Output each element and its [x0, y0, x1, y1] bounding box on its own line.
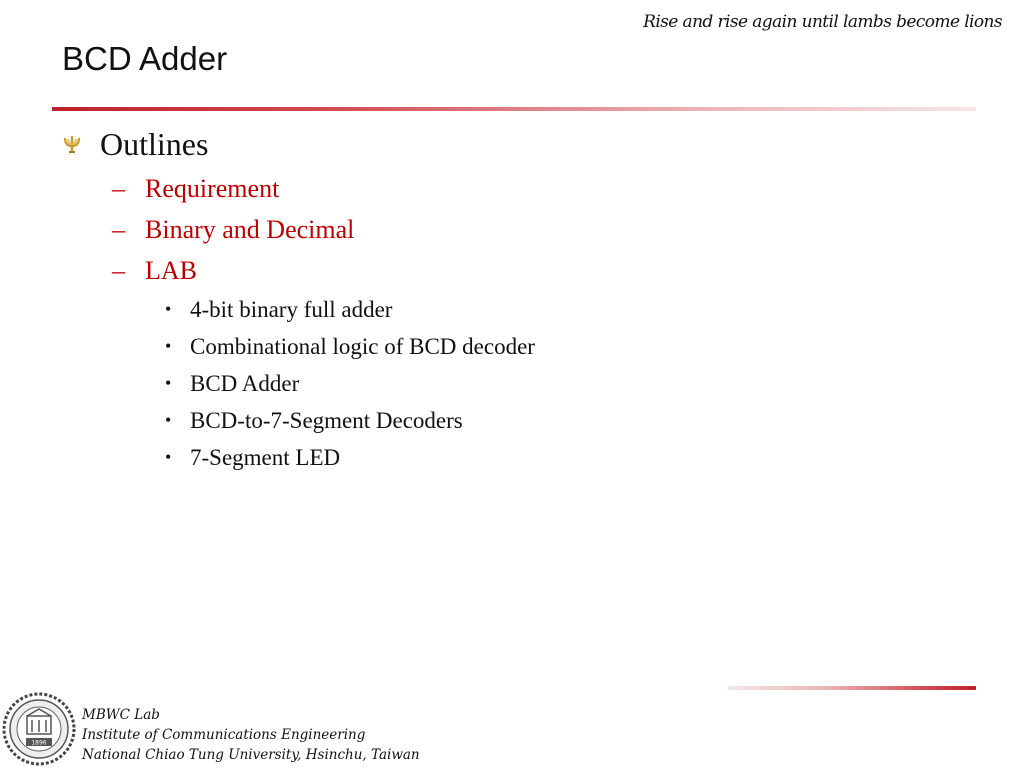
lab-item	[62, 402, 962, 439]
seal-year: 1896	[31, 739, 47, 747]
footer-university: National Chiao Tung University, Hsinchu, Taiwan	[82, 747, 420, 763]
lab-item	[62, 291, 962, 328]
dot-bullet: •	[165, 336, 172, 356]
section-label-lab: LAB	[145, 256, 197, 285]
title-divider	[52, 107, 976, 111]
outline-list	[62, 120, 962, 476]
footer-divider	[728, 686, 976, 690]
outline-heading-text: Outlines	[100, 126, 209, 162]
footer-affiliation	[82, 705, 420, 765]
lab-item-text: BCD Adder	[190, 371, 300, 396]
university-seal-logo	[2, 692, 76, 766]
lab-item-text: Combinational logic of BCD decoder	[190, 334, 535, 359]
lab-item	[62, 328, 962, 365]
dash-bullet: –	[112, 174, 125, 203]
motto-text: Rise and rise again until lambs become lions	[643, 12, 1002, 32]
lab-item-text: 4-bit binary full adder	[190, 297, 393, 322]
outline-heading	[62, 120, 962, 168]
section-label-binary-decimal: Binary and Decimal	[145, 215, 355, 244]
trident-bullet-icon	[62, 134, 82, 154]
footer-institute: Institute of Communications Engineering	[82, 727, 366, 743]
dot-bullet: •	[165, 373, 172, 393]
lab-item	[62, 365, 962, 402]
dot-bullet: •	[165, 299, 172, 319]
outline-section	[62, 168, 962, 209]
outline-section	[62, 209, 962, 250]
footer-lab-name: MBWC Lab	[82, 707, 160, 723]
dot-bullet: •	[165, 447, 172, 467]
outline-section	[62, 250, 962, 291]
dot-bullet: •	[165, 410, 172, 430]
section-label-requirement: Requirement	[145, 174, 280, 203]
dash-bullet: –	[112, 256, 125, 285]
lab-item	[62, 439, 962, 476]
lab-item-text: BCD-to-7-Segment Decoders	[190, 408, 463, 433]
slide-title: BCD Adder	[62, 40, 228, 77]
dash-bullet: –	[112, 215, 125, 244]
lab-item-text: 7-Segment LED	[190, 445, 341, 470]
